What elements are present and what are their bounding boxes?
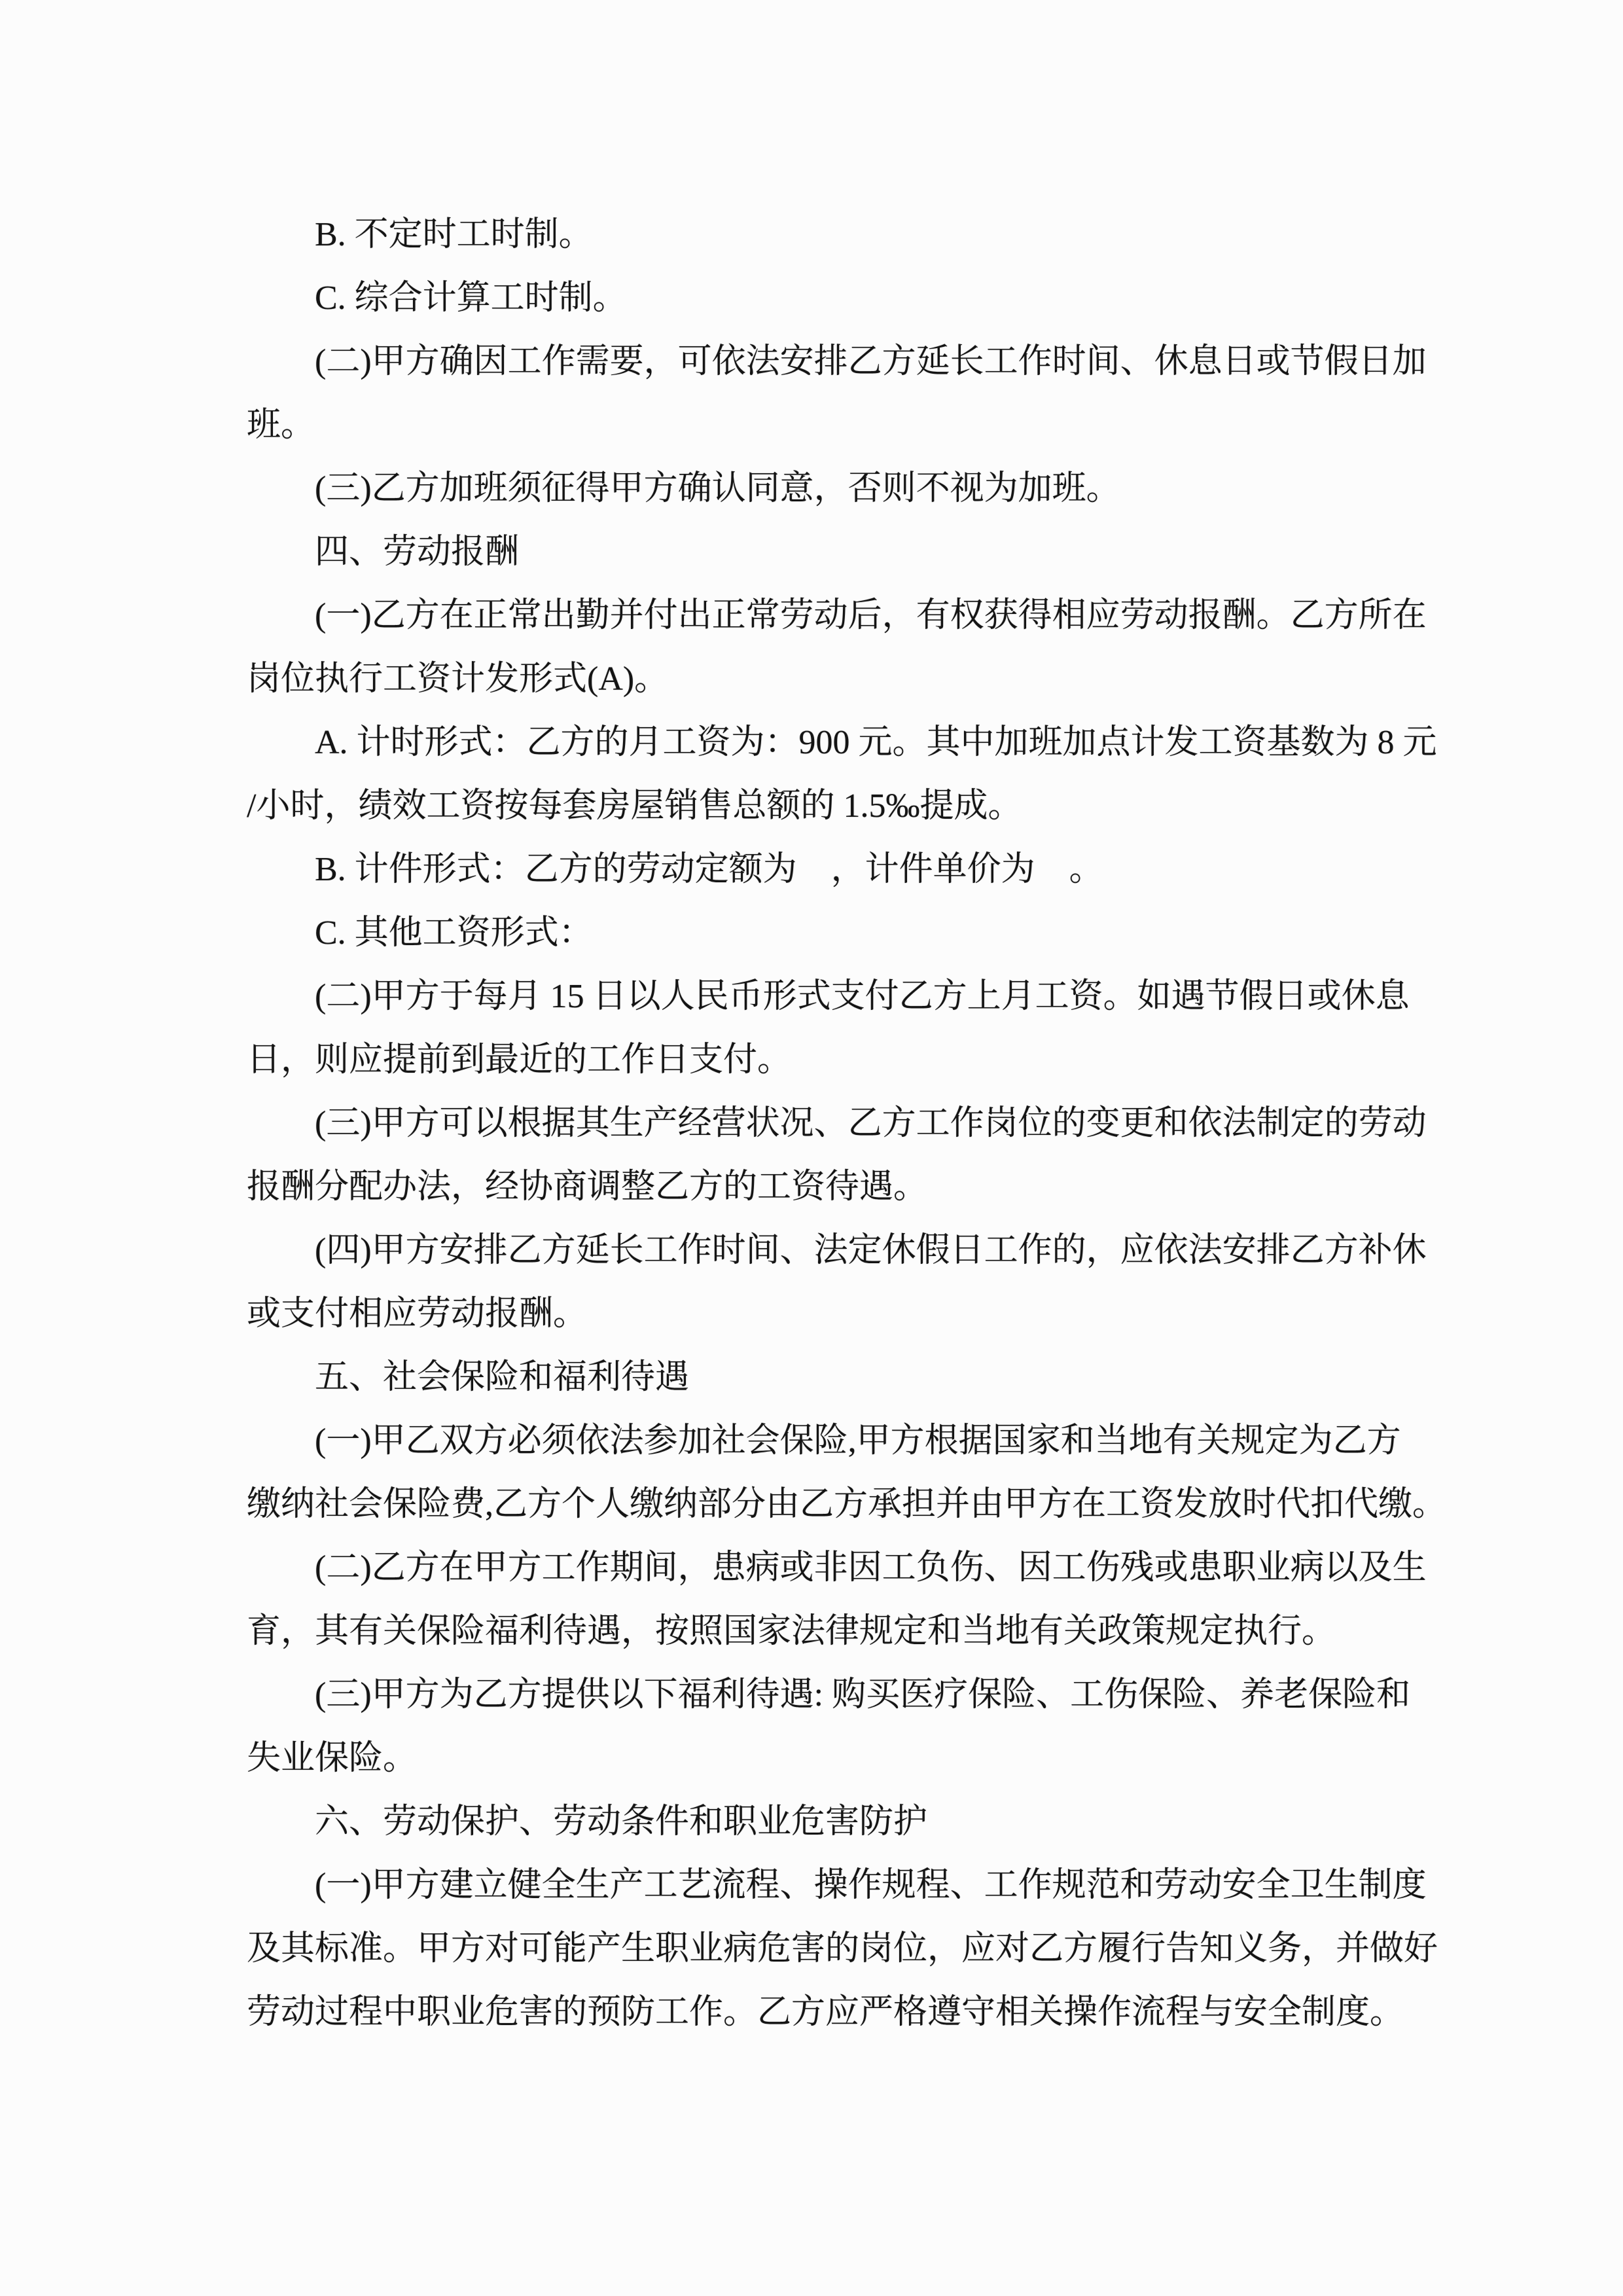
contract-text-line: 四、劳动报酬 [315, 533, 520, 571]
contract-text-line: 劳动过程中职业危害的预防工作。乙方应严格遵守相关操作流程与安全制度。 [247, 1994, 1404, 2031]
contract-text-line: 及其标准。甲方对可能产生职业病危害的岗位，应对乙方履行告知义务，并做好 [247, 1930, 1438, 1967]
contract-text-line: C. 其他工资形式： [315, 914, 593, 952]
contract-text-line: (三)乙方加班须征得甲方确认同意，否则不视为加班。 [315, 470, 1120, 507]
contract-text-line: 六、劳动保护、劳动条件和职业危害防护 [315, 1803, 928, 1840]
contract-text-line: (一)乙方在正常出勤并付出正常劳动后，有权获得相应劳动报酬。乙方所在 [315, 597, 1427, 634]
contract-text-line: 班。 [247, 406, 315, 444]
contract-text-line: 报酬分配办法，经协商调整乙方的工资待遇。 [247, 1168, 928, 1206]
contract-text-line: 或支付相应劳动报酬。 [247, 1295, 588, 1333]
contract-text-line: (一)甲乙双方必须依法参加社会保险,甲方根据国家和当地有关规定为乙方 [315, 1422, 1401, 1460]
contract-text-line: (三)甲方为乙方提供以下福利待遇: 购买医疗保险、工伤保险、养老保险和 [315, 1676, 1411, 1713]
contract-text-line: A. 计时形式：乙方的月工资为：900 元。其中加班加点计发工资基数为 8 元 [315, 724, 1437, 761]
contract-text-line: (一)甲方建立健全生产工艺流程、操作规程、工作规范和劳动安全卫生制度 [315, 1867, 1427, 1904]
contract-text-line: (二)甲方于每月 15 日以人民币形式支付乙方上月工资。如遇节假日或休息 [315, 978, 1410, 1015]
contract-text-line: B. 不定时工时制。 [315, 216, 593, 253]
contract-text-line: /小时，绩效工资按每套房屋销售总额的 1.5‰提成。 [247, 787, 1022, 825]
contract-text-line: (二)甲方确因工作需要，可依法安排乙方延长工作时间、休息日或节假日加 [315, 343, 1427, 380]
contract-text-line: 缴纳社会保险费,乙方个人缴纳部分由乙方承担并由甲方在工资发放时代扣代缴。 [247, 1486, 1447, 1523]
contract-text-line: B. 计件形式：乙方的劳动定额为 ，计件单价为 。 [315, 851, 1103, 888]
contract-text-line: (二)乙方在甲方工作期间，患病或非因工负伤、因工伤残或患职业病以及生 [315, 1549, 1427, 1587]
contract-text-line: 五、社会保险和福利待遇 [315, 1359, 690, 1396]
contract-text-line: 岗位执行工资计发形式(A)。 [247, 660, 669, 698]
contract-text-line: (四)甲方安排乙方延长工作时间、法定休假日工作的，应依法安排乙方补休 [315, 1232, 1427, 1269]
contract-text-body [247, 203, 1464, 2044]
contract-text-line: C. 综合计算工时制。 [315, 279, 627, 317]
contract-text-line: 育，其有关保险福利待遇，按照国家法律规定和当地有关政策规定执行。 [247, 1613, 1336, 1650]
contract-text-line: 日，则应提前到最近的工作日支付。 [247, 1041, 792, 1079]
contract-text-line: (三)甲方可以根据其生产经营状况、乙方工作岗位的变更和依法制定的劳动 [315, 1105, 1427, 1142]
contract-text-line: 失业保险。 [247, 1740, 418, 1777]
